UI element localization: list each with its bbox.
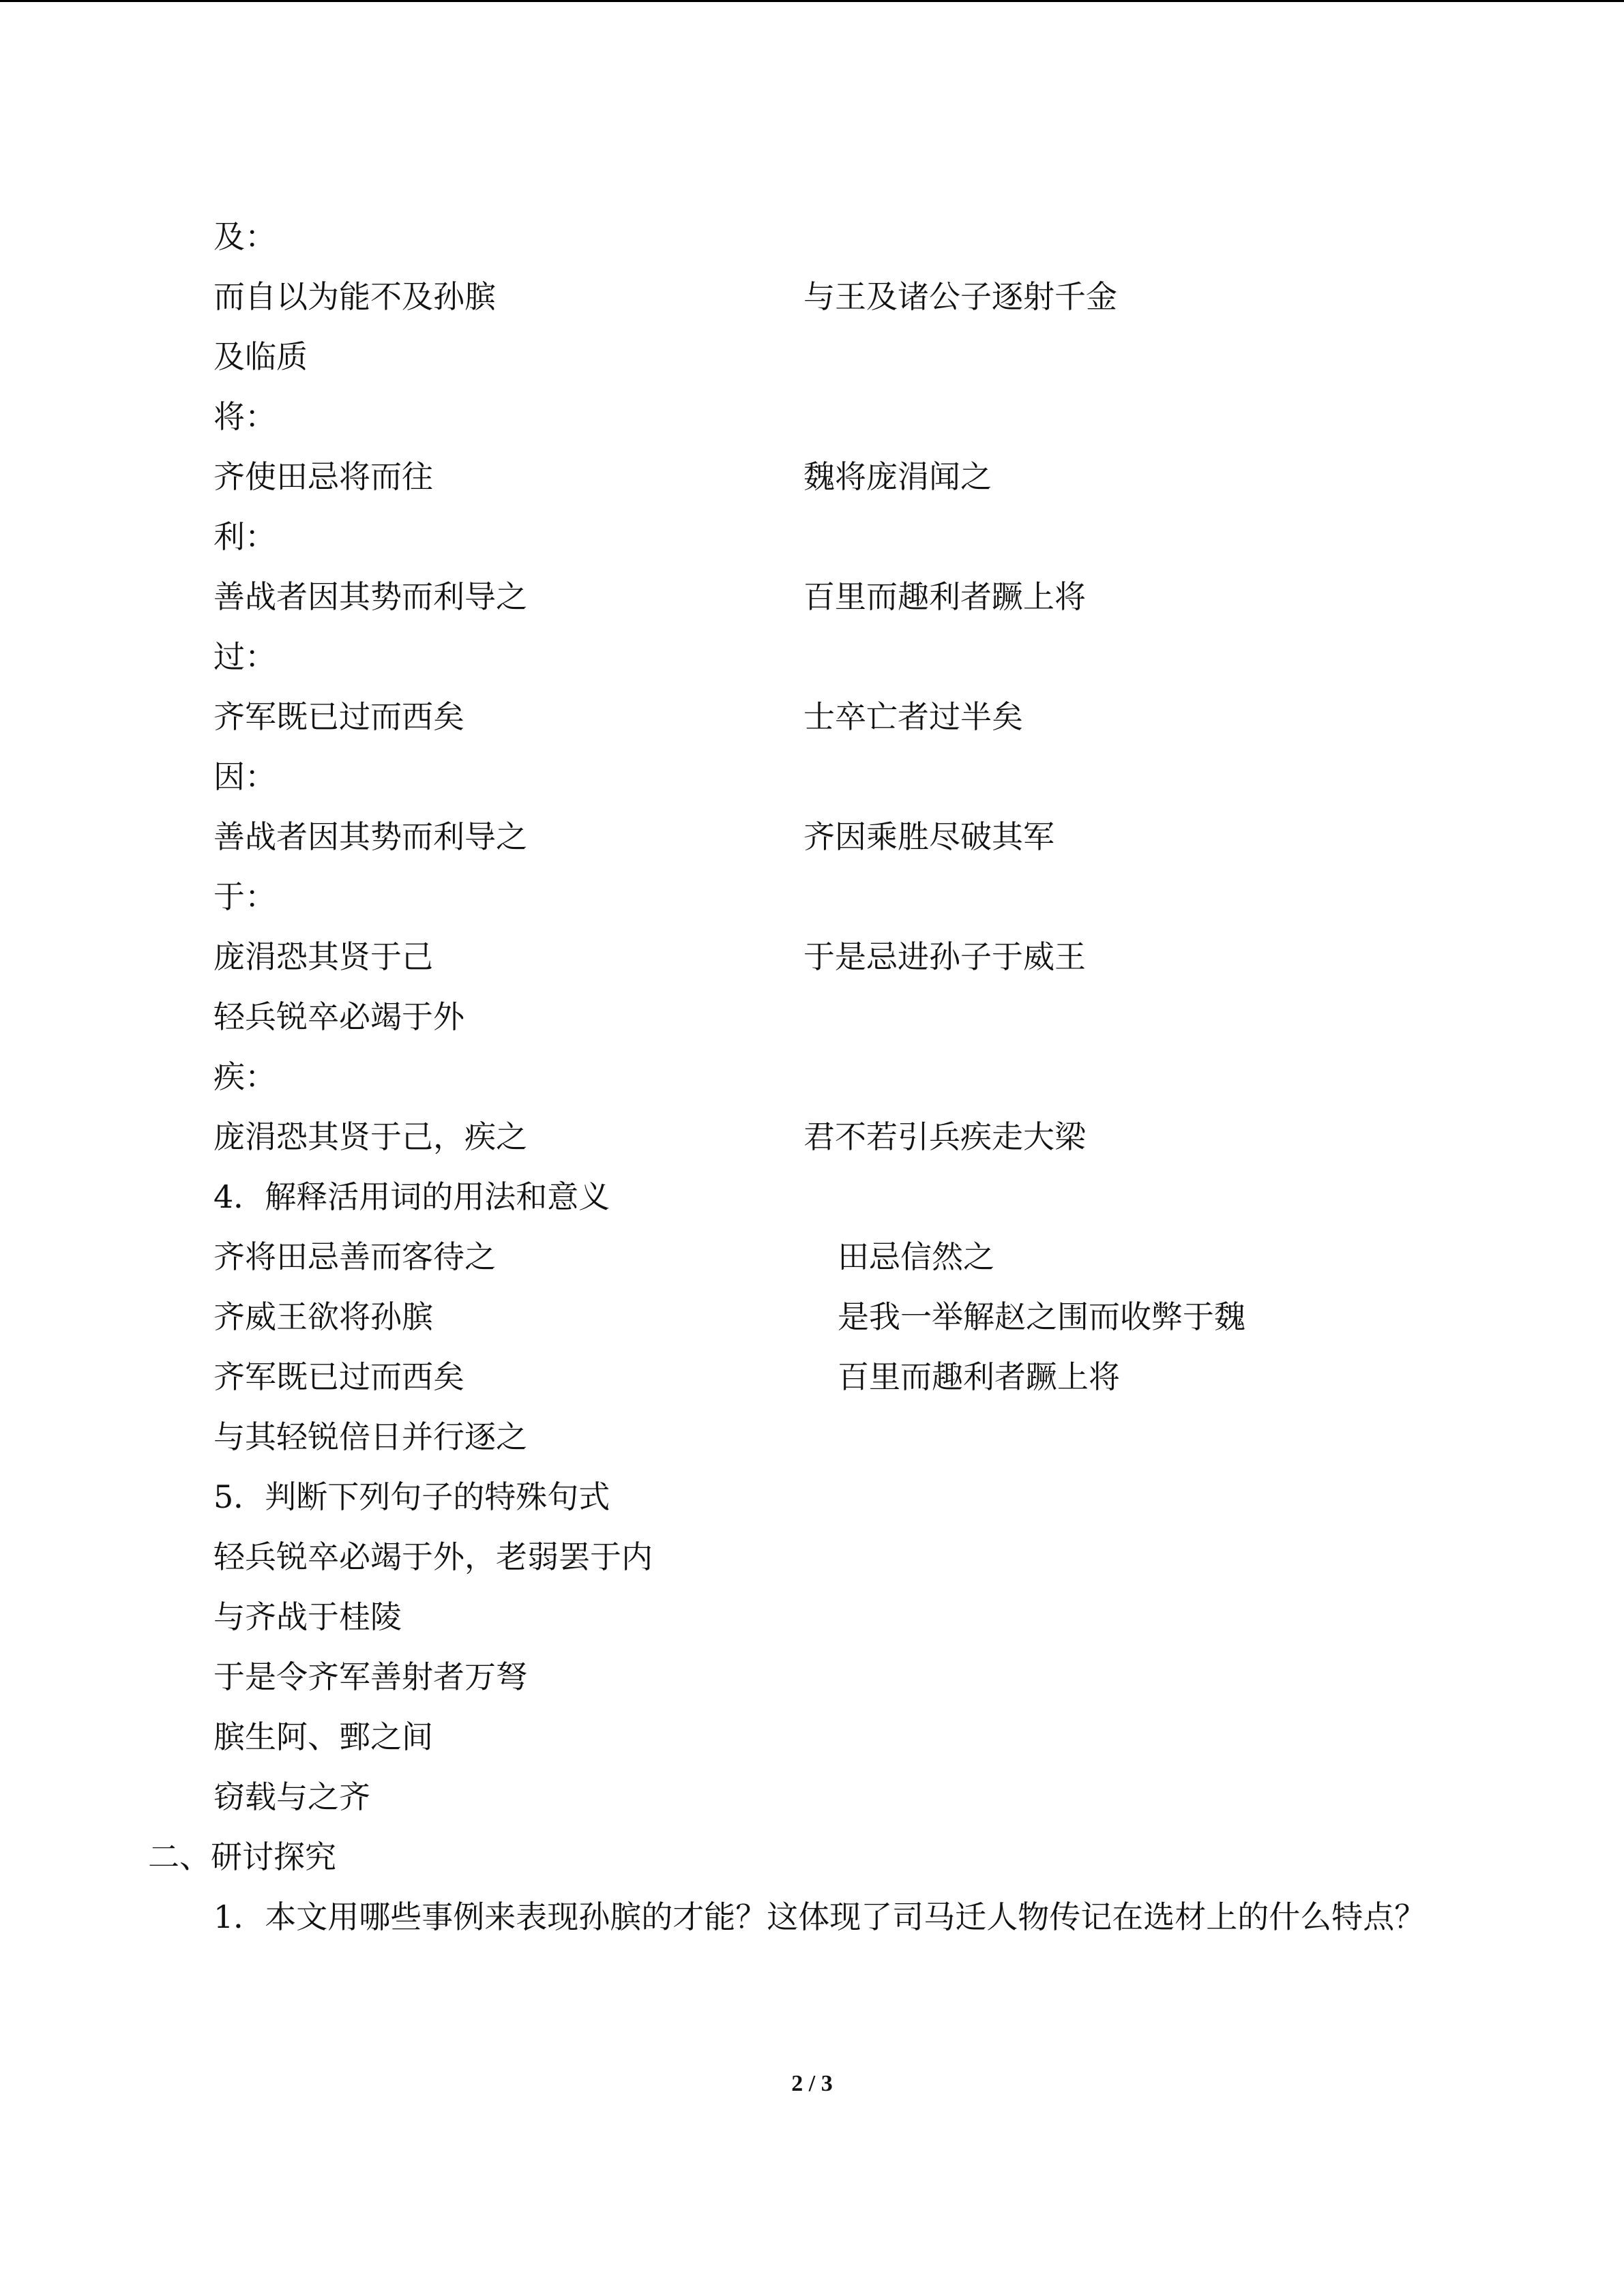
text-line: 轻兵锐卒必竭于外，老弱罢于内 — [213, 1538, 653, 1575]
text-line: 及临质 — [213, 338, 308, 375]
text-line: 于是令齐军善射者万弩 — [213, 1658, 527, 1695]
text-line: 齐将田忌善而客待之 田忌信然之 — [213, 1238, 994, 1275]
text-line: 齐军既已过而西矣 百里而趣利者蹶上将 — [213, 1358, 1120, 1395]
text-line: 而自以为能不及孙膑 与王及诸公子逐射千金 — [213, 278, 1117, 315]
page-number: 2 / 3 — [791, 2071, 833, 2096]
text-line: 善战者因其势而利导之 齐因乘胜尽破其军 — [213, 818, 1054, 855]
text-line: 善战者因其势而利导之 百里而趣利者蹶上将 — [213, 578, 1086, 615]
question-heading: 5．判断下列句子的特殊句式 — [213, 1478, 610, 1515]
text-line: 庞涓恐其贤于己，疾之 君不若引兵疾走大梁 — [213, 1118, 1086, 1155]
text-line: 过： — [213, 638, 276, 675]
text-line: 窃载与之齐 — [213, 1778, 370, 1815]
section-heading: 二、研讨探究 — [148, 1838, 336, 1875]
text-line: 庞涓恐其贤于己 于是忌进孙子于威王 — [213, 938, 1086, 975]
text-line: 疾： — [213, 1058, 276, 1095]
text-line: 齐威王欲将孙膑 是我一举解赵之围而收弊于魏 — [213, 1298, 1245, 1335]
text-line: 于： — [213, 878, 276, 915]
text-line: 及： — [213, 218, 276, 255]
question-heading: 4．解释活用词的用法和意义 — [213, 1178, 610, 1215]
question-text: 1．本文用哪些事例来表现孙膑的才能？这体现了司马迁人物传记在选材上的什么特点？ — [213, 1898, 1426, 1935]
text-line: 将： — [213, 398, 276, 435]
text-line: 轻兵锐卒必竭于外 — [213, 998, 464, 1035]
text-line: 与齐战于桂陵 — [213, 1598, 402, 1635]
text-line: 齐军既已过而西矣 士卒亡者过半矣 — [213, 698, 1023, 735]
text-line: 齐使田忌将而往 魏将庞涓闻之 — [213, 458, 992, 495]
text-line: 与其轻锐倍日并行逐之 — [213, 1418, 527, 1455]
text-line: 因： — [213, 758, 276, 795]
text-line: 利： — [213, 518, 276, 555]
text-line: 膑生阿、鄄之间 — [213, 1718, 433, 1755]
